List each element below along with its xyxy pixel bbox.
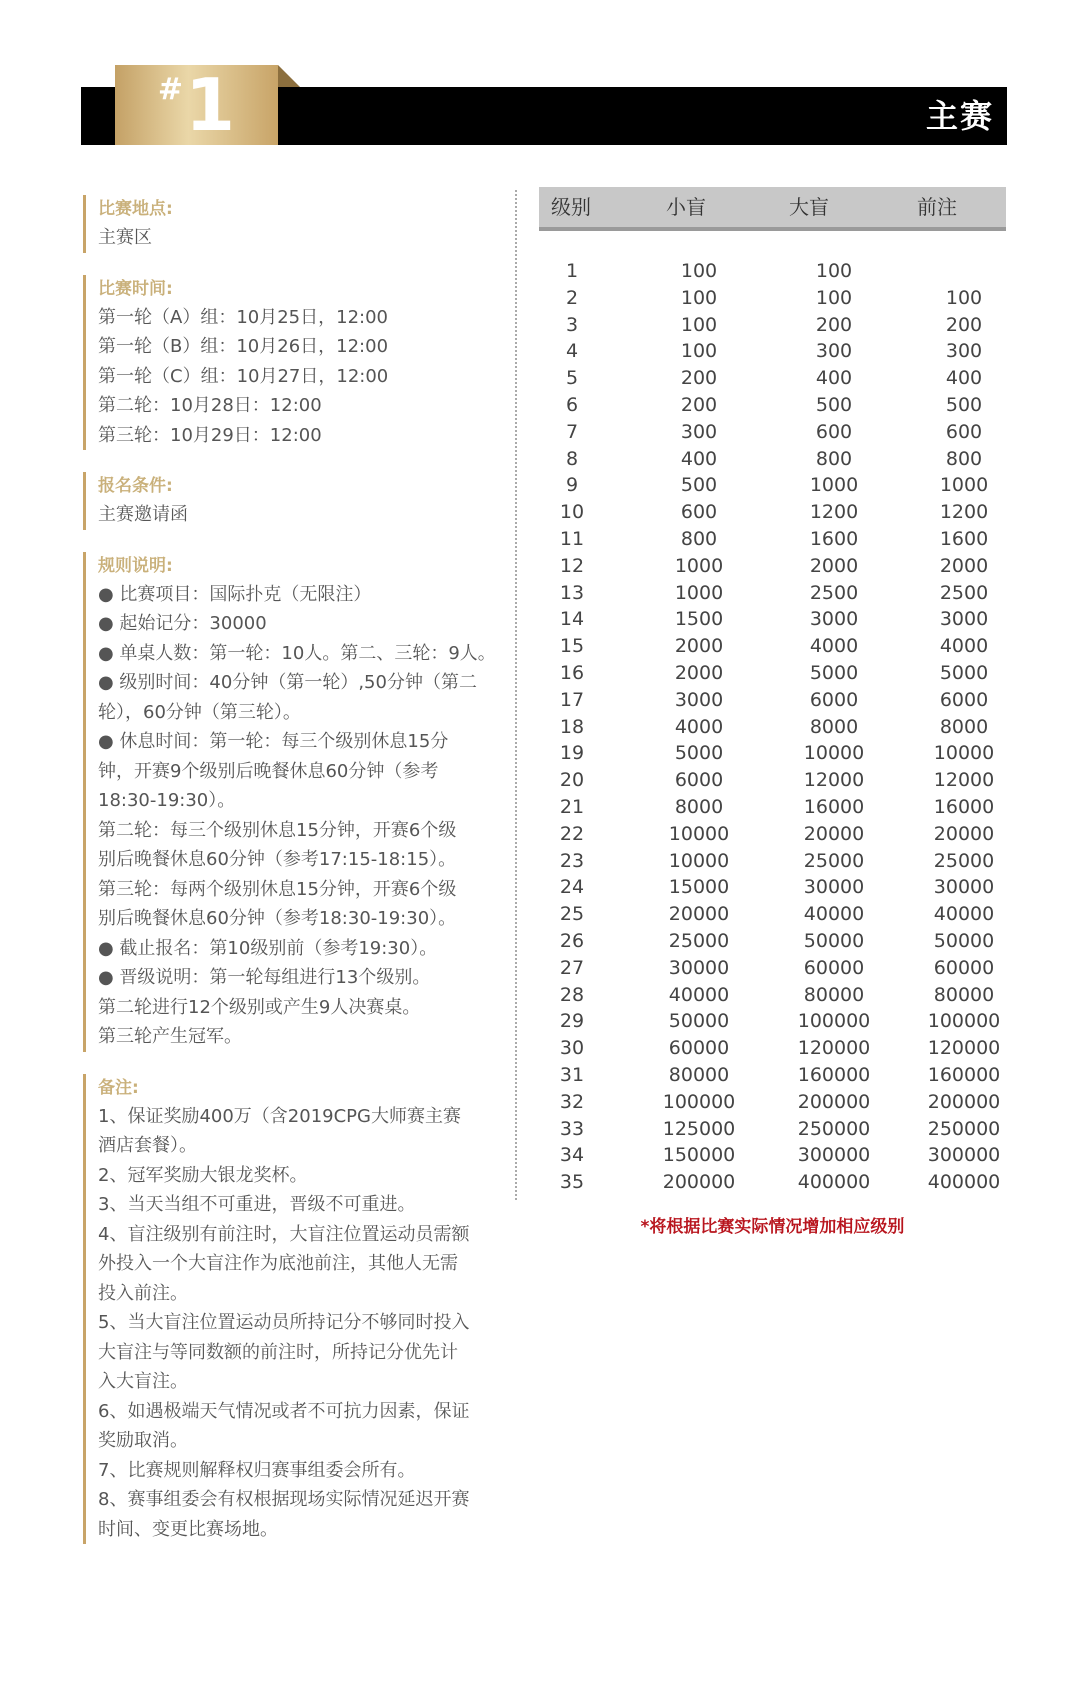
big-blind-cell: 400 [815,367,853,390]
big-blind-cell: 60000 [803,956,865,979]
header-level: 级别 [551,195,591,219]
ante-cell: 40000 [933,903,995,926]
location-value: 主赛区 [98,227,152,248]
ante-cell: 50000 [933,929,995,952]
level-cell: 33 [559,1117,585,1140]
small-blind-cell: 150000 [662,1144,736,1167]
schedule-lines [98,303,503,451]
table-row [539,446,1006,473]
level-cell: 27 [559,956,585,979]
table-row [539,553,1006,580]
entry-title: 报名条件: [98,476,173,496]
small-blind-cell: 300 [680,420,718,443]
rules-lines-line: ● 晋级说明：第一轮每组进行13个级别。 [98,967,431,988]
small-blind-cell: 800 [680,527,718,550]
table-row [539,874,1006,901]
table-row [539,312,1006,339]
ante-cell: 200000 [927,1090,1001,1113]
rules-lines-line: 18:30-19:30）。 [98,790,236,811]
rules-lines-line: ● 比赛项目：国际扑克（无限注） [98,583,372,605]
level-cell: 34 [559,1144,585,1167]
entry-section [83,472,503,530]
entry-value: 主赛邀请函 [98,504,188,525]
ante-cell: 20000 [933,822,995,845]
ante-cell: 30000 [933,876,995,899]
notes-lines-line: 奖励取消。 [98,1430,188,1451]
ante-cell: 1200 [939,501,989,524]
table-row [539,821,1006,848]
notes-lines-line: 5、当大盲注位置运动员所持记分不够同时投入 [98,1312,470,1333]
rules-lines-line: 钟，开赛9个级别后晚餐休息60分钟（参考 [98,760,439,782]
schedule-lines-line: 第一轮（A）组：10月25日，12:00 [98,306,388,328]
table-row [539,1008,1006,1035]
level-cell: 9 [565,474,579,497]
big-blind-cell: 100 [815,260,853,282]
rules-lines-line: ● 起始记分：30000 [98,613,267,634]
table-row [539,365,1006,392]
level-cell: 2 [565,286,579,309]
notes-lines-line: 入大盲注。 [98,1371,188,1392]
small-blind-cell: 6000 [674,769,724,792]
ante-cell: 80000 [933,983,995,1006]
table-row [539,767,1006,794]
rules-lines-line: 第三轮：每两个级别休息15分钟，开赛6个级 [98,878,457,900]
big-blind-cell: 800 [815,447,853,470]
level-cell: 18 [559,715,585,738]
small-blind-cell: 500 [680,474,718,497]
table-row [539,1116,1006,1143]
event-number-badge [115,65,278,145]
small-blind-cell: 30000 [668,956,730,979]
small-blind-cell: 10000 [668,849,730,872]
level-cell: 23 [559,849,585,872]
notes-lines-line: 外投入一个大盲注作为底池前注，其他人无需 [98,1253,458,1274]
ante-cell: 60000 [933,956,995,979]
big-blind-cell: 200000 [797,1090,871,1113]
small-blind-cell: 200 [680,367,718,390]
notes-lines-line: 4、盲注级别有前注时，大盲注位置运动员需额 [98,1223,470,1245]
big-blind-cell: 16000 [803,795,865,818]
header-ante: 前注 [917,195,957,219]
big-blind-cell: 4000 [809,635,859,658]
small-blind-cell: 4000 [674,715,724,738]
level-cell: 20 [559,769,585,792]
small-blind-cell: 125000 [662,1117,736,1140]
ante-cell: 300000 [927,1144,1001,1167]
level-cell: 30 [559,1037,585,1060]
level-cell: 28 [559,983,585,1006]
rules-lines-line: 轮），60分钟（第三轮）。 [98,701,301,723]
notes-lines [98,1102,503,1545]
small-blind-cell: 3000 [674,688,724,711]
big-blind-cell: 10000 [803,742,865,765]
notes-lines-line: 7、比赛规则解释权归赛事组委会所有。 [98,1459,416,1481]
ante-cell: 1000 [939,474,989,497]
table-footnote: *将根据比赛实际情况增加相应级别 [640,1217,905,1237]
level-cell: 29 [559,1010,585,1033]
table-row [539,1169,1006,1196]
table-row [539,526,1006,553]
small-blind-cell: 100 [680,260,718,282]
notes-lines-line: 1、保证奖励400万（含2019CPG大师赛主赛 [98,1105,461,1127]
ante-cell: 16000 [933,795,995,818]
ante-cell: 12000 [933,769,995,792]
notes-lines-line: 8、赛事组委会有权根据现场实际情况延迟开赛 [98,1489,470,1510]
level-cell: 25 [559,903,585,926]
small-blind-cell: 600 [680,501,718,524]
level-cell: 13 [559,581,585,604]
notes-section [83,1074,503,1545]
rules-lines-line: 别后晚餐休息60分钟（参考17:15-18:15）。 [98,849,457,870]
ante-cell: 8000 [939,715,989,738]
badge-number: 1 [185,63,236,147]
notes-lines-line: 6、如遇极端天气情况或者不可抗力因素，保证 [98,1400,470,1422]
table-row [539,606,1006,633]
ante-cell: 2500 [939,581,989,604]
column-divider [515,190,517,1200]
big-blind-cell: 2000 [809,554,859,577]
ante-cell: 160000 [927,1063,1001,1086]
small-blind-cell: 50000 [668,1010,730,1033]
ante-cell: 2000 [939,554,989,577]
ante-cell: 120000 [927,1037,1001,1060]
notes-lines-line: 时间、变更比赛场地。 [98,1518,278,1540]
rules-lines-line: 别后晚餐休息60分钟（参考18:30-19:30）。 [98,908,457,929]
level-cell: 22 [559,822,585,845]
big-blind-cell: 6000 [809,688,859,711]
table-row [539,499,1006,526]
rules-title: 规则说明: [98,555,173,576]
small-blind-cell: 25000 [668,929,730,952]
level-cell: 16 [559,661,585,684]
big-blind-cell: 20000 [803,822,865,845]
big-blind-cell: 25000 [803,849,865,872]
ante-cell: 25000 [933,849,995,872]
rules-lines-line: 第二轮进行12个级别或产生9人决赛桌。 [98,996,421,1018]
small-blind-cell: 15000 [668,876,730,899]
big-blind-cell: 160000 [797,1063,871,1086]
ante-cell: 3000 [939,608,989,631]
table-row [539,1035,1006,1062]
header-big-blind: 大盲 [789,195,829,219]
level-cell: 14 [559,608,585,631]
table-row [539,633,1006,660]
table-row [539,419,1006,446]
badge-hash: # [157,72,184,107]
small-blind-cell: 100 [680,313,718,336]
table-row [539,982,1006,1009]
notes-lines-line: 3、当天当组不可重进，晋级不可重进。 [98,1194,416,1215]
table-row [539,714,1006,741]
page-title: 主赛 [925,97,994,135]
ante-cell: 100 [945,286,983,309]
location-title: 比赛地点: [98,199,173,219]
schedule-lines-line: 第一轮（C）组：10月27日，12:00 [98,365,389,387]
table-row [539,1062,1006,1089]
big-blind-cell: 2500 [809,581,859,604]
small-blind-cell: 2000 [674,661,724,684]
rules-lines-line: ● 截止报名：第10级别前（参考19:30）。 [98,937,438,959]
table-row [539,472,1006,499]
small-blind-cell: 8000 [674,795,724,818]
table-row [539,928,1006,955]
blind-table-header [539,187,1006,231]
big-blind-cell: 500 [815,393,853,416]
level-cell: 15 [559,635,585,658]
ante-cell: 500 [945,393,983,416]
level-cell: 35 [559,1171,585,1194]
rules-lines [98,580,503,1052]
badge-fold [278,65,300,87]
level-cell: 21 [559,795,585,818]
ante-cell: 400 [945,367,983,390]
ante-cell: 800 [945,447,983,470]
ante-cell: 250000 [927,1117,1001,1140]
big-blind-cell: 1200 [809,501,859,524]
notes-lines-line: 酒店套餐）。 [98,1135,197,1156]
level-cell: 17 [559,688,585,711]
schedule-lines-line: 第三轮：10月29日：12:00 [98,424,322,446]
level-cell: 12 [559,554,585,577]
big-blind-cell: 400000 [797,1171,871,1194]
info-column [83,195,503,1566]
rules-lines-line: 第二轮：每三个级别休息15分钟，开赛6个级 [98,819,457,841]
schedule-lines-line: 第二轮：10月28日：12:00 [98,395,322,416]
schedule-lines-line: 第一轮（B）组：10月26日，12:00 [98,336,389,357]
level-cell: 7 [565,420,579,443]
small-blind-cell: 100000 [662,1090,736,1113]
small-blind-cell: 200 [680,393,718,416]
header-small-blind: 小盲 [666,195,706,219]
schedule-section [83,275,503,451]
table-row [539,392,1006,419]
small-blind-cell: 1000 [674,581,724,604]
small-blind-cell: 60000 [668,1037,730,1060]
small-blind-cell: 100 [680,340,718,363]
rules-lines-line: 第三轮产生冠军。 [98,1026,242,1047]
ante-cell: 100000 [927,1010,1001,1033]
big-blind-cell: 50000 [803,929,865,952]
big-blind-cell: 3000 [809,608,859,631]
rules-lines-line: ● 级别时间：40分钟（第一轮）,50分钟（第二 [98,672,477,693]
table-row [539,848,1006,875]
big-blind-cell: 300 [815,340,853,363]
ante-cell: 600 [945,420,983,443]
big-blind-cell: 40000 [803,903,865,926]
small-blind-cell: 40000 [668,983,730,1006]
notes-lines-line: 大盲注与等同数额的前注时，所持记分优先计 [98,1341,458,1363]
ante-cell: 10000 [933,742,995,765]
small-blind-cell: 5000 [674,742,724,765]
level-cell: 4 [565,340,579,363]
table-row [539,1089,1006,1116]
big-blind-cell: 600 [815,420,853,443]
small-blind-cell: 10000 [668,822,730,845]
big-blind-cell: 200 [815,313,853,336]
big-blind-cell: 300000 [797,1144,871,1167]
small-blind-cell: 400 [680,447,718,470]
table-row [539,580,1006,607]
notes-lines-line: 投入前注。 [98,1282,188,1304]
level-cell: 3 [565,313,579,336]
table-row [539,1142,1006,1169]
small-blind-cell: 1000 [674,554,724,577]
level-cell: 6 [565,393,579,416]
table-row [539,794,1006,821]
level-cell: 5 [565,367,579,390]
level-cell: 31 [559,1063,585,1086]
big-blind-cell: 120000 [797,1037,871,1060]
ante-cell: 300 [945,340,983,363]
level-cell: 1 [565,260,579,282]
rules-lines-line: ● 单桌人数：第一轮：10人。第二、三轮：9人。 [98,642,496,664]
ante-cell: 5000 [939,661,989,684]
big-blind-cell: 8000 [809,715,859,738]
level-cell: 19 [559,742,585,765]
big-blind-cell: 12000 [803,769,865,792]
notes-title: 备注: [98,1077,139,1098]
big-blind-cell: 80000 [803,983,865,1006]
table-row [539,258,1006,285]
level-cell: 8 [565,447,579,470]
rules-lines-line: ● 休息时间：第一轮：每三个级别休息15分 [98,731,449,752]
small-blind-cell: 2000 [674,635,724,658]
blind-table-body [539,258,1006,1196]
small-blind-cell: 200000 [662,1171,736,1194]
table-row [539,901,1006,928]
schedule-title: 比赛时间: [98,278,173,299]
level-cell: 10 [559,501,585,524]
level-cell: 24 [559,876,585,899]
location-section [83,195,503,253]
small-blind-cell: 20000 [668,903,730,926]
small-blind-cell: 80000 [668,1063,730,1086]
big-blind-cell: 30000 [803,876,865,899]
table-row [539,660,1006,687]
ante-cell: 1600 [939,527,989,550]
big-blind-cell: 5000 [809,661,859,684]
ante-cell: 4000 [939,635,989,658]
big-blind-cell: 1600 [809,527,859,550]
ante-cell: 200 [945,313,983,336]
big-blind-cell: 100 [815,286,853,309]
ante-cell: 400000 [927,1171,1001,1194]
big-blind-cell: 1000 [809,474,859,497]
table-row [539,687,1006,714]
table-row [539,285,1006,312]
notes-lines-line: 2、冠军奖励大银龙奖杯。 [98,1164,308,1186]
level-cell: 32 [559,1090,585,1113]
table-row [539,740,1006,767]
ante-cell: 6000 [939,688,989,711]
big-blind-cell: 100000 [797,1010,871,1033]
big-blind-cell: 250000 [797,1117,871,1140]
level-cell: 26 [559,929,585,952]
rules-section [83,552,503,1052]
table-row [539,955,1006,982]
small-blind-cell: 100 [680,286,718,309]
table-row [539,338,1006,365]
small-blind-cell: 1500 [674,608,724,631]
level-cell: 11 [559,527,585,550]
